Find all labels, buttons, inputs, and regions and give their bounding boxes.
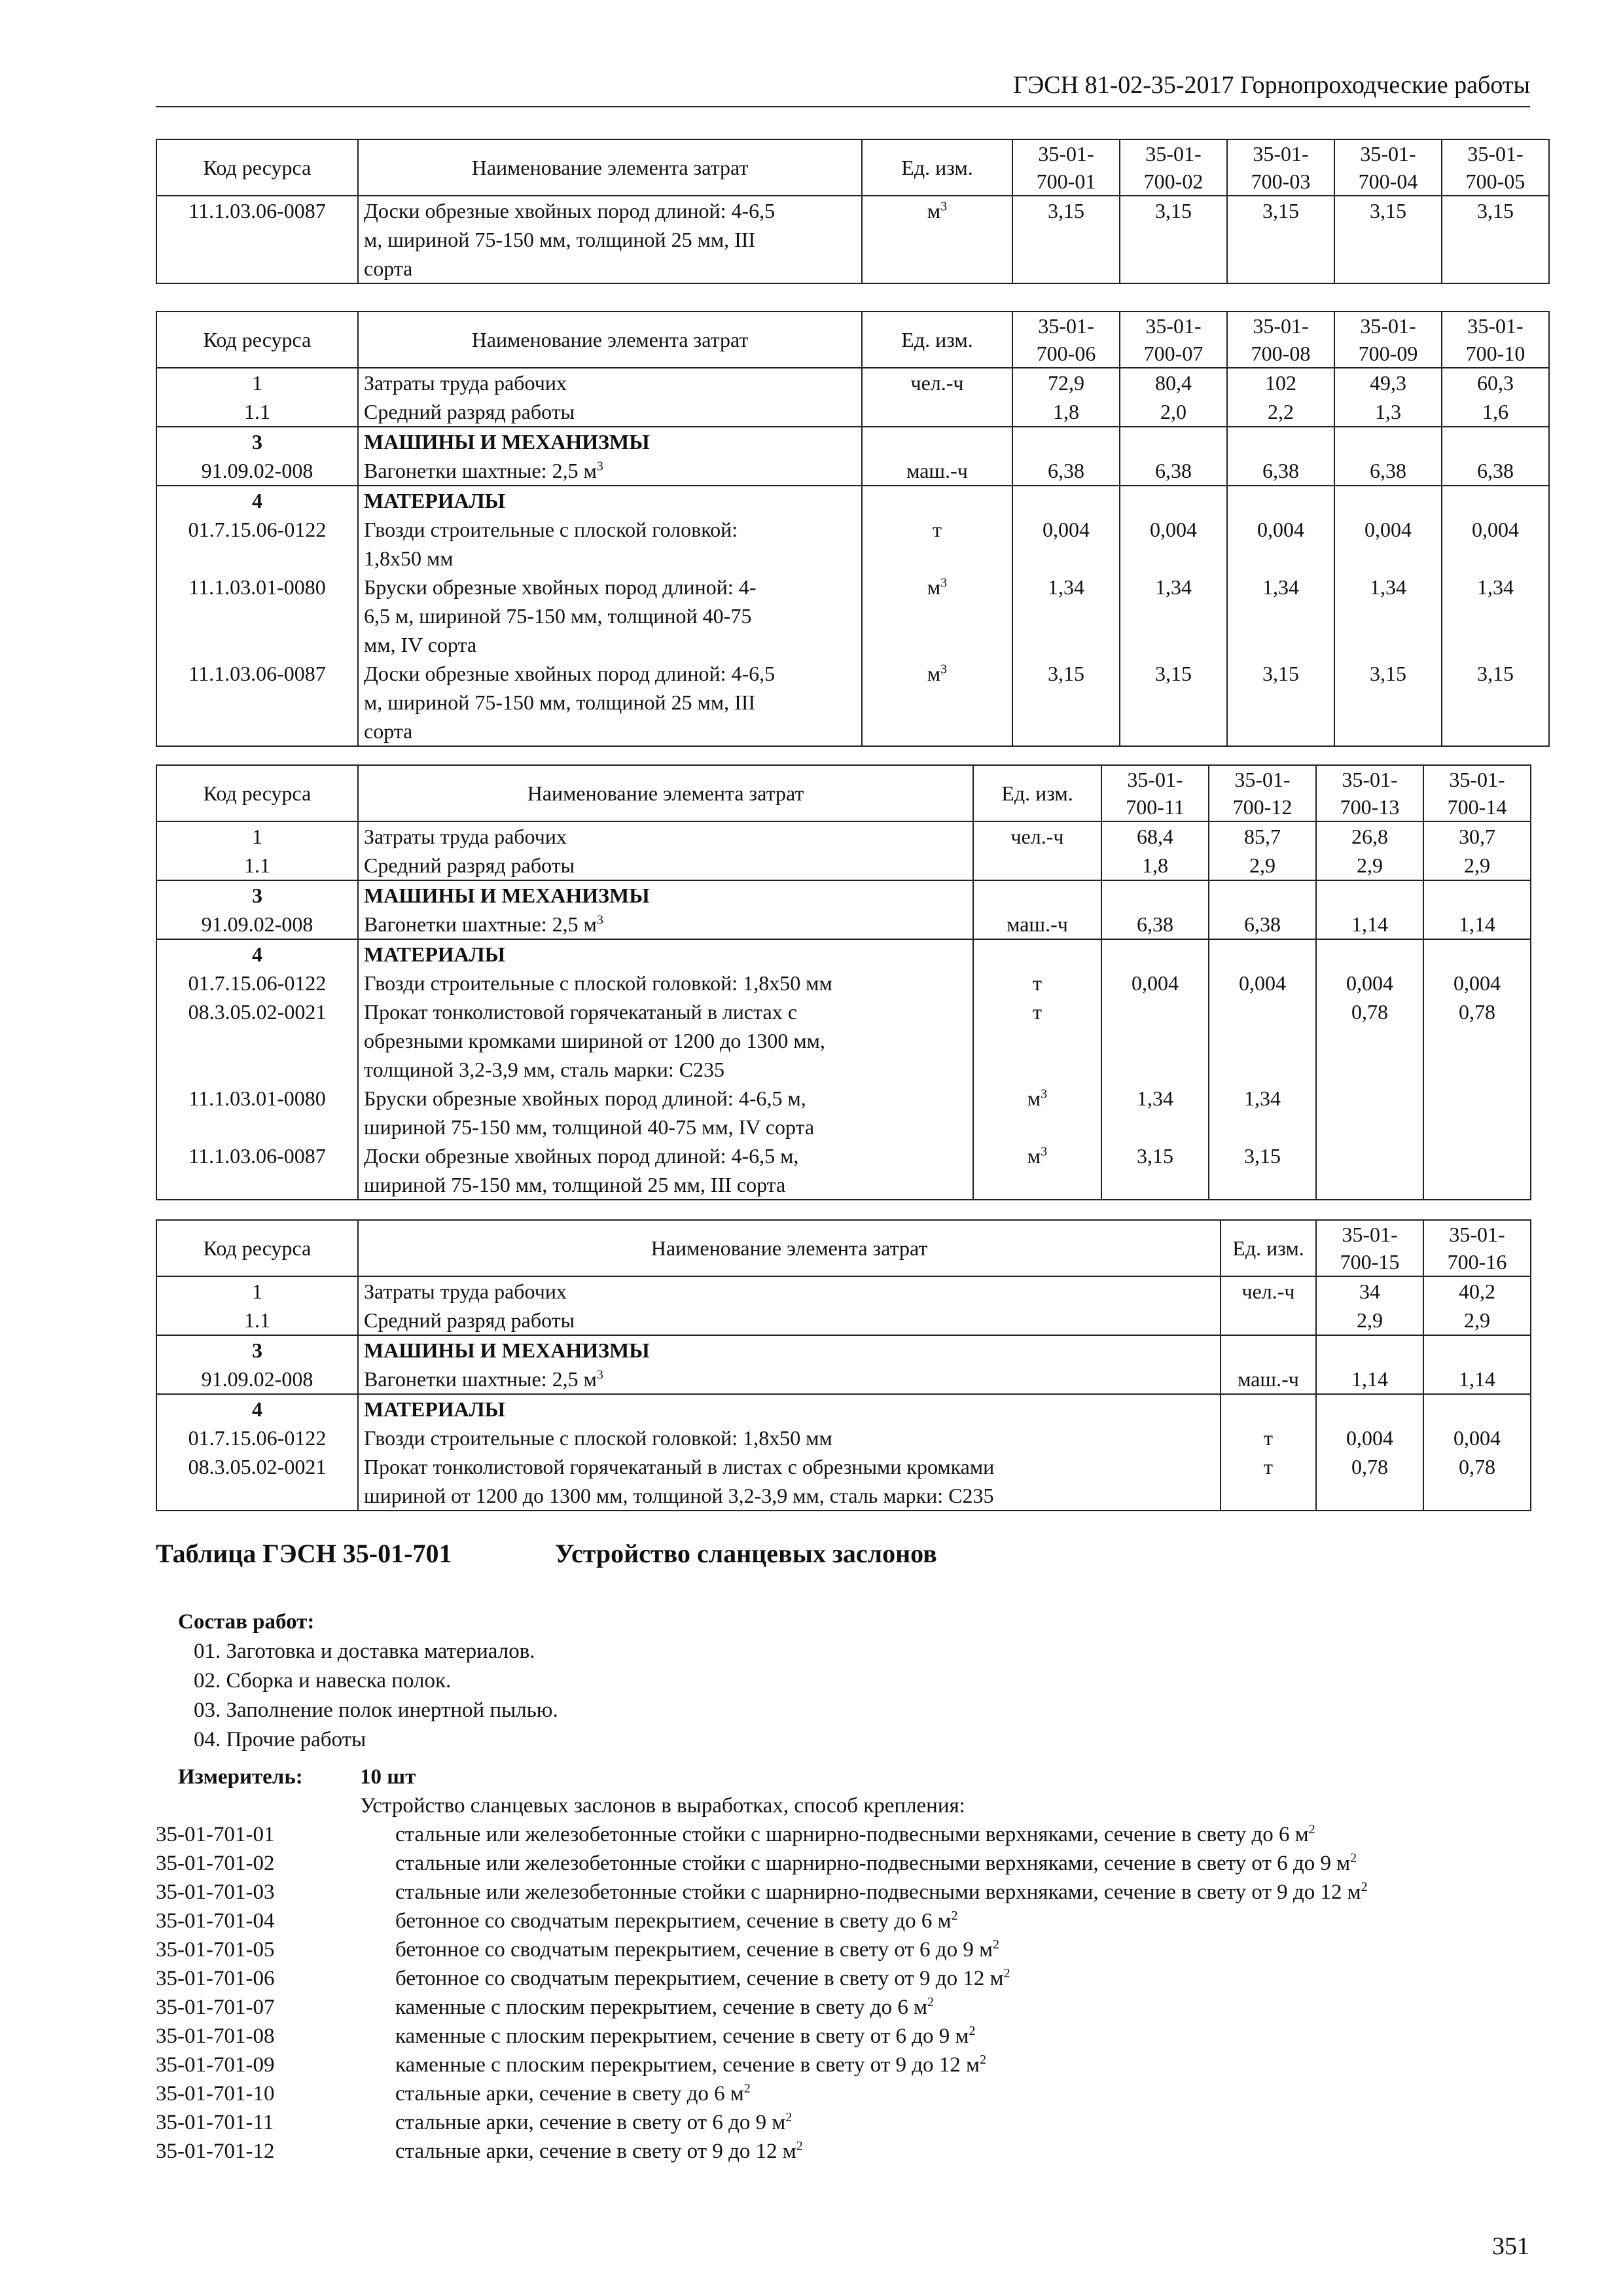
norm-value: 0,78 bbox=[1423, 997, 1531, 1084]
norm-value: 6,38 bbox=[1120, 456, 1227, 486]
resource-name: Доски обрезные хвойных пород длиной: 4-6,5 м, шириной 75-150 мм, толщиной 25 мм, III сорта bbox=[358, 1141, 973, 1200]
resource-table bbox=[156, 1219, 1531, 1511]
norm-value: 6,38 bbox=[1442, 456, 1549, 486]
norm-value: 2,9 bbox=[1209, 851, 1316, 880]
norm-value: 2,9 bbox=[1316, 1306, 1423, 1335]
norm-value bbox=[1423, 1335, 1531, 1365]
norm-description: каменные с плоским перекрытием, сечение в свету от 6 до 9 $м^2$ bbox=[395, 2024, 976, 2048]
resource-code: 11.1.03.06-0087 bbox=[156, 196, 358, 283]
resource-code: 01.7.15.06-0122 bbox=[156, 1424, 358, 1452]
norm-code: 35-01-701-09 bbox=[156, 2053, 275, 2077]
resource-name: Вагонетки шахтные: 2,5 $м^3$ bbox=[358, 1365, 1221, 1394]
norm-value: 0,004 bbox=[1442, 515, 1549, 573]
norm-description: стальные арки, сечение в свету до 6 $м^2$ bbox=[395, 2081, 751, 2106]
norm-value: 2,9 bbox=[1423, 851, 1531, 880]
header-norm-code: 35-01- 700-03 bbox=[1227, 139, 1334, 196]
header-norm-code: 35-01- 700-05 bbox=[1442, 139, 1549, 196]
table-row bbox=[156, 880, 1531, 910]
norm-value bbox=[1101, 880, 1209, 910]
header-code: Код ресурса bbox=[156, 312, 358, 368]
resource-code: 4 bbox=[156, 939, 358, 969]
norm-value bbox=[1101, 997, 1209, 1084]
resource-code: 1 bbox=[156, 1276, 358, 1306]
norm-description: бетонное со сводчатым перекрытием, сечение в свету до 6 $м^2$ bbox=[395, 1909, 958, 1933]
resource-unit bbox=[862, 397, 1012, 427]
meter-item bbox=[156, 2108, 1563, 2137]
norm-value bbox=[1316, 1141, 1423, 1200]
norm-value: 3,15 bbox=[1227, 659, 1334, 746]
resource-unit: $м^3$ bbox=[973, 1141, 1101, 1200]
header-norm-code: 35-01- 700-01 bbox=[1012, 139, 1120, 196]
table-row bbox=[156, 1141, 1531, 1200]
resource-unit bbox=[973, 880, 1101, 910]
resource-name: МАШИНЫ И МЕХАНИЗМЫ bbox=[358, 880, 973, 910]
resource-code: 01.7.15.06-0122 bbox=[156, 515, 358, 573]
table-row bbox=[156, 1394, 1531, 1424]
resource-unit: $м^3$ bbox=[973, 1084, 1101, 1141]
resource-name: Бруски обрезные хвойных пород длиной: 4- 6,5 м, шириной 75-150 мм, толщиной 40-75 мм, IV сорта bbox=[358, 573, 862, 659]
work-item: 03. Заполнение полок инертной пылью. bbox=[194, 1698, 558, 1722]
resource-unit: т bbox=[973, 997, 1101, 1084]
resource-name: Доски обрезные хвойных пород длиной: 4-6,5 м, шириной 75-150 мм, толщиной 25 мм, III сорта bbox=[358, 659, 862, 746]
resource-code: 11.1.03.01-0080 bbox=[156, 573, 358, 659]
resource-unit: т bbox=[1221, 1424, 1316, 1452]
norm-value: 72,9 bbox=[1012, 368, 1120, 397]
meter-intro: Устройство сланцевых заслонов в выработках, способ крепления: bbox=[360, 1794, 965, 1818]
resource-code: 91.09.02-008 bbox=[156, 910, 358, 939]
norm-value: 3,15 bbox=[1334, 659, 1442, 746]
norm-value: 1,14 bbox=[1423, 1365, 1531, 1394]
norm-value: 1,8 bbox=[1101, 851, 1209, 880]
resource-code: 1 bbox=[156, 821, 358, 851]
page-number: 351 bbox=[1492, 2233, 1529, 2260]
resource-name: МАШИНЫ И МЕХАНИЗМЫ bbox=[358, 427, 862, 456]
meter-item bbox=[156, 1820, 1563, 1849]
norm-value: 85,7 bbox=[1209, 821, 1316, 851]
norm-value: 26,8 bbox=[1316, 821, 1423, 851]
norm-value: 3,15 bbox=[1442, 659, 1549, 746]
norm-value: 3,15 bbox=[1334, 196, 1442, 283]
table-row bbox=[156, 1084, 1531, 1141]
resource-name: Гвозди строительные с плоской головкой: 1,8х50 мм bbox=[358, 515, 862, 573]
norm-description: каменные с плоским перекрытием, сечение в свету до 6 $м^2$ bbox=[395, 1995, 934, 2019]
norm-value bbox=[1442, 427, 1549, 456]
resource-code: 1.1 bbox=[156, 397, 358, 427]
meter-item bbox=[156, 2079, 1563, 2108]
resource-unit bbox=[1221, 1306, 1316, 1335]
resource-code: 08.3.05.02-0021 bbox=[156, 1452, 358, 1511]
work-item: 04. Прочие работы bbox=[194, 1728, 366, 1751]
running-header bbox=[156, 71, 1530, 107]
resource-name: МАТЕРИАЛЫ bbox=[358, 1394, 1221, 1424]
resource-code: 91.09.02-008 bbox=[156, 1365, 358, 1394]
norm-code: 35-01-701-11 bbox=[156, 2111, 274, 2134]
resource-name: Прокат тонколистовой горячекатаный в листах с обрезными кромками шириной от 1200 до 1300 мм, толщиной 3,2-3,9 мм, сталь марки: С235 bbox=[358, 1452, 1221, 1511]
resource-unit bbox=[1221, 1335, 1316, 1365]
table-row bbox=[156, 1365, 1531, 1394]
header-code: Код ресурса bbox=[156, 139, 358, 196]
norm-value bbox=[1423, 939, 1531, 969]
norm-value: 0,78 bbox=[1316, 997, 1423, 1084]
norm-value: 40,2 bbox=[1423, 1276, 1531, 1306]
norm-value: 102 bbox=[1227, 368, 1334, 397]
meter-item bbox=[156, 1964, 1563, 1993]
header-norm-code: 35-01- 700-15 bbox=[1316, 1220, 1423, 1276]
norm-code: 35-01-701-07 bbox=[156, 1996, 275, 2019]
norm-value bbox=[1012, 427, 1120, 456]
header-norm-code: 35-01- 700-07 bbox=[1120, 312, 1227, 368]
resource-name: Средний разряд работы bbox=[358, 1306, 1221, 1335]
table-row bbox=[156, 515, 1549, 573]
header-norm-code: 35-01- 700-14 bbox=[1423, 765, 1531, 821]
norm-value bbox=[1120, 486, 1227, 515]
table-row bbox=[156, 821, 1531, 851]
norm-value: 0,004 bbox=[1227, 515, 1334, 573]
norm-value: 2,2 bbox=[1227, 397, 1334, 427]
resource-unit bbox=[1221, 1394, 1316, 1424]
norm-value: 30,7 bbox=[1423, 821, 1531, 851]
header-unit: Ед. изм. bbox=[862, 139, 1012, 196]
norm-value bbox=[1316, 939, 1423, 969]
norm-value: 1,34 bbox=[1012, 573, 1120, 659]
norm-description: стальные или железобетонные стойки с шарнирно-подвесными верхняками, сечение в свету от 6 до 9 $м^2$ bbox=[395, 1851, 1357, 1875]
norm-value: 6,38 bbox=[1334, 456, 1442, 486]
meter-item bbox=[156, 2137, 1563, 2166]
table-row bbox=[156, 456, 1549, 486]
resource-name: МАШИНЫ И МЕХАНИЗМЫ bbox=[358, 1335, 1221, 1365]
resource-name: Вагонетки шахтные: 2,5 $м^3$ bbox=[358, 456, 862, 486]
resource-unit bbox=[973, 851, 1101, 880]
meter-item bbox=[156, 1878, 1563, 1907]
norm-description: стальные арки, сечение в свету от 9 до 12 $м^2$ bbox=[395, 2139, 803, 2163]
table-row bbox=[156, 939, 1531, 969]
resource-name: Затраты труда рабочих bbox=[358, 821, 973, 851]
resource-name: МАТЕРИАЛЫ bbox=[358, 939, 973, 969]
norm-description: бетонное со сводчатым перекрытием, сечение в свету от 6 до 9 $м^2$ bbox=[395, 1937, 999, 1962]
resource-code: 1 bbox=[156, 368, 358, 397]
resource-unit: маш.-ч bbox=[862, 456, 1012, 486]
table-row bbox=[156, 1452, 1531, 1511]
resource-name: Затраты труда рабочих bbox=[358, 368, 862, 397]
table-name: Устройство сланцевых заслонов bbox=[555, 1539, 937, 1568]
norm-value bbox=[1120, 427, 1227, 456]
resource-unit: т bbox=[1221, 1452, 1316, 1511]
norm-value: 0,004 bbox=[1334, 515, 1442, 573]
header-norm-code: 35-01- 700-12 bbox=[1209, 765, 1316, 821]
norm-code: 35-01-701-03 bbox=[156, 1880, 275, 1904]
header-norm-code: 35-01- 700-02 bbox=[1120, 139, 1227, 196]
resource-name: МАТЕРИАЛЫ bbox=[358, 486, 862, 515]
resource-code: 11.1.03.06-0087 bbox=[156, 659, 358, 746]
norm-value: 1,34 bbox=[1227, 573, 1334, 659]
table-row bbox=[156, 910, 1531, 939]
norm-value: 3,15 bbox=[1227, 196, 1334, 283]
norm-code: 35-01-701-08 bbox=[156, 2024, 275, 2048]
header-code: Код ресурса bbox=[156, 765, 358, 821]
table-row bbox=[156, 397, 1549, 427]
norm-code: 35-01-701-01 bbox=[156, 1823, 275, 1846]
norm-value: 0,004 bbox=[1120, 515, 1227, 573]
norm-value: 3,15 bbox=[1012, 659, 1120, 746]
table-label: Таблица ГЭСН 35-01-701 bbox=[156, 1539, 452, 1568]
norm-value: 0,78 bbox=[1423, 1452, 1531, 1511]
resource-unit bbox=[862, 427, 1012, 456]
header-name: Наименование элемента затрат bbox=[358, 139, 862, 196]
resource-name: Прокат тонколистовой горячекатаный в листах с обрезными кромками шириной от 1200 до 1300 мм, толщиной 3,2-3,9 мм, сталь марки: С235 bbox=[358, 997, 973, 1084]
resource-code: 91.09.02-008 bbox=[156, 456, 358, 486]
resource-unit: т bbox=[973, 969, 1101, 997]
resource-name: Гвозди строительные с плоской головкой: 1,8х50 мм bbox=[358, 1424, 1221, 1452]
header-unit: Ед. изм. bbox=[862, 312, 1012, 368]
resource-unit: чел.-ч bbox=[862, 368, 1012, 397]
norm-value: 0,004 bbox=[1209, 969, 1316, 997]
norm-value: 0,004 bbox=[1316, 1424, 1423, 1452]
norm-value: 6,38 bbox=[1209, 910, 1316, 939]
norm-value: 3,15 bbox=[1120, 659, 1227, 746]
norm-value bbox=[1209, 880, 1316, 910]
meter-section bbox=[156, 1763, 1563, 2166]
norm-value: 68,4 bbox=[1101, 821, 1209, 851]
resource-name: Доски обрезные хвойных пород длиной: 4-6,5 м, шириной 75-150 мм, толщиной 25 мм, III сорта bbox=[358, 196, 862, 283]
table-row bbox=[156, 969, 1531, 997]
table-row bbox=[156, 997, 1531, 1084]
norm-value: 80,4 bbox=[1120, 368, 1227, 397]
norm-value bbox=[1316, 880, 1423, 910]
norm-value: 1,34 bbox=[1120, 573, 1227, 659]
norm-code: 35-01-701-02 bbox=[156, 1852, 275, 1875]
meter-label: Измеритель: bbox=[178, 1765, 303, 1789]
resource-name: Средний разряд работы bbox=[358, 851, 973, 880]
header-title: ГЭСН 81-02-35-2017 Горнопроходческие работы bbox=[1013, 71, 1530, 99]
norm-value bbox=[1442, 486, 1549, 515]
norm-value: 0,004 bbox=[1316, 969, 1423, 997]
work-item: 01. Заготовка и доставка материалов. bbox=[194, 1640, 535, 1663]
norm-value: 1,14 bbox=[1316, 1365, 1423, 1394]
meter-item bbox=[156, 1849, 1563, 1878]
norm-value: 49,3 bbox=[1334, 368, 1442, 397]
resource-code: 3 bbox=[156, 1335, 358, 1365]
norm-value bbox=[1101, 939, 1209, 969]
header-norm-code: 35-01- 700-08 bbox=[1227, 312, 1334, 368]
resource-code: 1.1 bbox=[156, 851, 358, 880]
resource-unit: чел.-ч bbox=[973, 821, 1101, 851]
table-row bbox=[156, 1335, 1531, 1365]
resource-unit: $м^3$ bbox=[862, 659, 1012, 746]
table-row bbox=[156, 1424, 1531, 1452]
section-title bbox=[156, 1538, 937, 1569]
norm-value bbox=[1423, 1141, 1531, 1200]
norm-value: 0,004 bbox=[1423, 969, 1531, 997]
header-name: Наименование элемента затрат bbox=[358, 1220, 1221, 1276]
resource-name: Вагонетки шахтные: 2,5 $м^3$ bbox=[358, 910, 973, 939]
norm-value: 1,8 bbox=[1012, 397, 1120, 427]
norm-value: 1,34 bbox=[1334, 573, 1442, 659]
header-unit: Ед. изм. bbox=[1221, 1220, 1316, 1276]
norm-value: 6,38 bbox=[1101, 910, 1209, 939]
header-norm-code: 35-01- 700-04 bbox=[1334, 139, 1442, 196]
table-row bbox=[156, 486, 1549, 515]
norm-value bbox=[1334, 486, 1442, 515]
meter-item bbox=[156, 2051, 1563, 2079]
resource-unit: т bbox=[862, 515, 1012, 573]
table-row bbox=[156, 573, 1549, 659]
resource-unit: маш.-ч bbox=[973, 910, 1101, 939]
resource-unit: маш.-ч bbox=[1221, 1365, 1316, 1394]
header-norm-code: 35-01- 700-16 bbox=[1423, 1220, 1531, 1276]
resource-code: 11.1.03.06-0087 bbox=[156, 1141, 358, 1200]
norm-code: 35-01-701-05 bbox=[156, 1938, 275, 1962]
norm-value: 3,15 bbox=[1012, 196, 1120, 283]
meter-item bbox=[156, 2022, 1563, 2051]
norm-value: 34 bbox=[1316, 1276, 1423, 1306]
resource-code: 11.1.03.01-0080 bbox=[156, 1084, 358, 1141]
norm-value: 1,6 bbox=[1442, 397, 1549, 427]
norm-description: бетонное со сводчатым перекрытием, сечение в свету от 9 до 12 $м^2$ bbox=[395, 1966, 1010, 1990]
norm-description: стальные арки, сечение в свету от 6 до 9 $м^2$ bbox=[395, 2110, 793, 2134]
table-row bbox=[156, 1276, 1531, 1306]
header-name: Наименование элемента затрат bbox=[358, 765, 973, 821]
norm-value: 60,3 bbox=[1442, 368, 1549, 397]
norm-value: 2,9 bbox=[1316, 851, 1423, 880]
norm-code: 35-01-701-10 bbox=[156, 2082, 275, 2106]
meter-item bbox=[156, 1993, 1563, 2022]
norm-value: 6,38 bbox=[1012, 456, 1120, 486]
table-row bbox=[156, 851, 1531, 880]
work-item: 02. Сборка и навеска полок. bbox=[194, 1669, 452, 1693]
works-label: Состав работ: bbox=[178, 1610, 315, 1634]
norm-value bbox=[1423, 1394, 1531, 1424]
norm-value bbox=[1316, 1335, 1423, 1365]
works-composition bbox=[178, 1607, 558, 1755]
resource-name: Затраты труда рабочих bbox=[358, 1276, 1221, 1306]
norm-value: 2,9 bbox=[1423, 1306, 1531, 1335]
meter-item bbox=[156, 1907, 1563, 1935]
header-norm-code: 35-01- 700-13 bbox=[1316, 765, 1423, 821]
norm-code: 35-01-701-04 bbox=[156, 1909, 275, 1933]
norm-value bbox=[1227, 427, 1334, 456]
resource-unit: $м^3$ bbox=[862, 573, 1012, 659]
norm-value: 3,15 bbox=[1442, 196, 1549, 283]
table-row bbox=[156, 1306, 1531, 1335]
resource-code: 3 bbox=[156, 880, 358, 910]
norm-value: 3,15 bbox=[1209, 1141, 1316, 1200]
norm-value: 1,14 bbox=[1423, 910, 1531, 939]
norm-value bbox=[1423, 880, 1531, 910]
resource-unit bbox=[973, 939, 1101, 969]
norm-value: 6,38 bbox=[1227, 456, 1334, 486]
header-code: Код ресурса bbox=[156, 1220, 358, 1276]
meter-item bbox=[156, 1935, 1563, 1964]
header-norm-code: 35-01- 700-11 bbox=[1101, 765, 1209, 821]
table-header-row bbox=[156, 139, 1549, 196]
header-norm-code: 35-01- 700-10 bbox=[1442, 312, 1549, 368]
norm-value: 0,004 bbox=[1423, 1424, 1531, 1452]
norm-value bbox=[1316, 1394, 1423, 1424]
resource-name: Гвозди строительные с плоской головкой: 1,8х50 мм bbox=[358, 969, 973, 997]
resource-code: 01.7.15.06-0122 bbox=[156, 969, 358, 997]
resource-unit: $м^3$ bbox=[862, 196, 1012, 283]
resource-code: 4 bbox=[156, 486, 358, 515]
norm-value: 1,3 bbox=[1334, 397, 1442, 427]
table-row bbox=[156, 659, 1549, 746]
resource-table bbox=[156, 311, 1550, 747]
header-name: Наименование элемента затрат bbox=[358, 312, 862, 368]
header-unit: Ед. изм. bbox=[973, 765, 1101, 821]
table-row bbox=[156, 196, 1549, 283]
header-norm-code: 35-01- 700-09 bbox=[1334, 312, 1442, 368]
resource-name: Средний разряд работы bbox=[358, 397, 862, 427]
norm-value bbox=[1423, 1084, 1531, 1141]
norm-description: стальные или железобетонные стойки с шарнирно-подвесными верхняками, сечение в свету до 6 $м^2$ bbox=[395, 1822, 1315, 1846]
table-row bbox=[156, 368, 1549, 397]
norm-description: каменные с плоским перекрытием, сечение в свету от 9 до 12 $м^2$ bbox=[395, 2053, 986, 2077]
norm-value: 1,34 bbox=[1209, 1084, 1316, 1141]
table-row bbox=[156, 427, 1549, 456]
resource-code: 4 bbox=[156, 1394, 358, 1424]
norm-value: 1,34 bbox=[1101, 1084, 1209, 1141]
norm-code: 35-01-701-06 bbox=[156, 1967, 275, 1990]
header-norm-code: 35-01- 700-06 bbox=[1012, 312, 1120, 368]
norm-value: 2,0 bbox=[1120, 397, 1227, 427]
table-header-row bbox=[156, 1220, 1531, 1276]
resource-code: 1.1 bbox=[156, 1306, 358, 1335]
resource-unit: чел.-ч bbox=[1221, 1276, 1316, 1306]
norm-value bbox=[1316, 1084, 1423, 1141]
norm-value bbox=[1209, 997, 1316, 1084]
norm-value bbox=[1227, 486, 1334, 515]
resource-table bbox=[156, 139, 1550, 284]
meter-value: 10 шт bbox=[360, 1765, 416, 1789]
norm-value: 1,34 bbox=[1442, 573, 1549, 659]
resource-table bbox=[156, 764, 1531, 1200]
resource-code: 3 bbox=[156, 427, 358, 456]
norm-value: 1,14 bbox=[1316, 910, 1423, 939]
norm-value: 0,004 bbox=[1101, 969, 1209, 997]
norm-value: 3,15 bbox=[1120, 196, 1227, 283]
resource-code: 08.3.05.02-0021 bbox=[156, 997, 358, 1084]
table-header-row bbox=[156, 765, 1531, 821]
table-header-row bbox=[156, 312, 1549, 368]
norm-value: 0,78 bbox=[1316, 1452, 1423, 1511]
norm-value: 0,004 bbox=[1012, 515, 1120, 573]
resource-unit bbox=[862, 486, 1012, 515]
norm-code: 35-01-701-12 bbox=[156, 2140, 275, 2163]
norm-value bbox=[1012, 486, 1120, 515]
norm-value bbox=[1209, 939, 1316, 969]
norm-value bbox=[1334, 427, 1442, 456]
norm-value: 3,15 bbox=[1101, 1141, 1209, 1200]
resource-name: Бруски обрезные хвойных пород длиной: 4-6,5 м, шириной 75-150 мм, толщиной 40-75 мм, IV сорта bbox=[358, 1084, 973, 1141]
norm-description: стальные или железобетонные стойки с шарнирно-подвесными верхняками, сечение в свету от 9 до 12 $м^2$ bbox=[395, 1880, 1368, 1904]
